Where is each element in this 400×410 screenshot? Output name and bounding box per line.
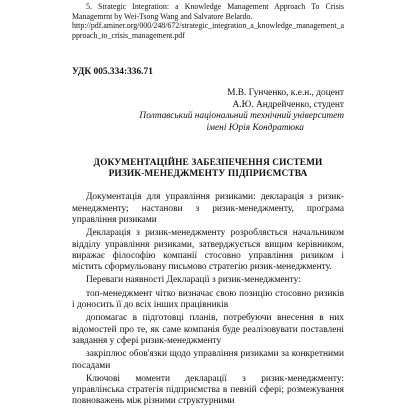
author-1: М.В. Гунченко, к.е.н., доцент — [227, 88, 344, 99]
reference-item — [72, 2, 344, 40]
article-body — [72, 192, 344, 407]
reference-url[interactable]: http://pdf.aminer.org/000/248/672/strategic_integration_a_knowledge_management_approach_to_crisis_management.pdf — [72, 21, 345, 40]
title-line-1: ДОКУМЕНТАЦІЙНЕ ЗАБЕЗПЕЧЕННЯ СИСТЕМИ — [93, 158, 323, 168]
udk-code: УДК 005.334:336.71 — [72, 67, 153, 78]
author-block — [72, 88, 344, 134]
reference-text: 5. Strategic Integration: a Knowledge Management Approach To Crisis Managemrnt by Wei-Tsong Wang and Salvatore Belardo. — [72, 2, 344, 21]
affiliation-line-2: імені Юрія Кондратюка — [206, 122, 304, 133]
paragraph: Декларація з ризик-менеджменту розробляється начальником відділу управління ризиками, затверджується вищим керівником, виражає філософію компанії стосовно управління ризиком і містить сформульовану письмово стратегію ризик-менеджменту. — [72, 228, 344, 273]
title-line-2: РИЗИК-МЕНЕДЖМЕНТУ ПІДПРИЄМСТВА — [108, 169, 308, 180]
paragraph: допомагає в підготовці планів, потребуючи внесення в них відомостей про те, як саме компанія буде реалізовувати поставлені завдання у сфері ризик-менеджменту — [72, 313, 344, 346]
paragraph: топ-менеджмент чітко визначає свою позицію стосовно ризиків і доносить її до всіх інших працівників — [72, 288, 344, 311]
paragraph: Переваги наявності Декларації з ризик-менеджменту: — [86, 275, 301, 286]
author-2: А.Ю. Андрейченко, студент — [232, 99, 344, 110]
affiliation-line-1: Полтавський національний технічний університет — [139, 111, 344, 122]
article-title — [72, 158, 344, 180]
document-page — [72, 0, 344, 410]
paragraph: закріплює обов'язки щодо управління ризиками за конкретними посадами — [72, 349, 344, 371]
paragraph: Документація для управління ризиками: декларація з ризик-менеджменту; настанови з ризик-менеджменту, програма управління ризиками — [72, 192, 344, 225]
paragraph: Ключові моменти декларації з ризик-менеджменту: управлінська стратегія підприємства в певній сфері; розмежування повноважень між різними структурними — [72, 373, 344, 407]
